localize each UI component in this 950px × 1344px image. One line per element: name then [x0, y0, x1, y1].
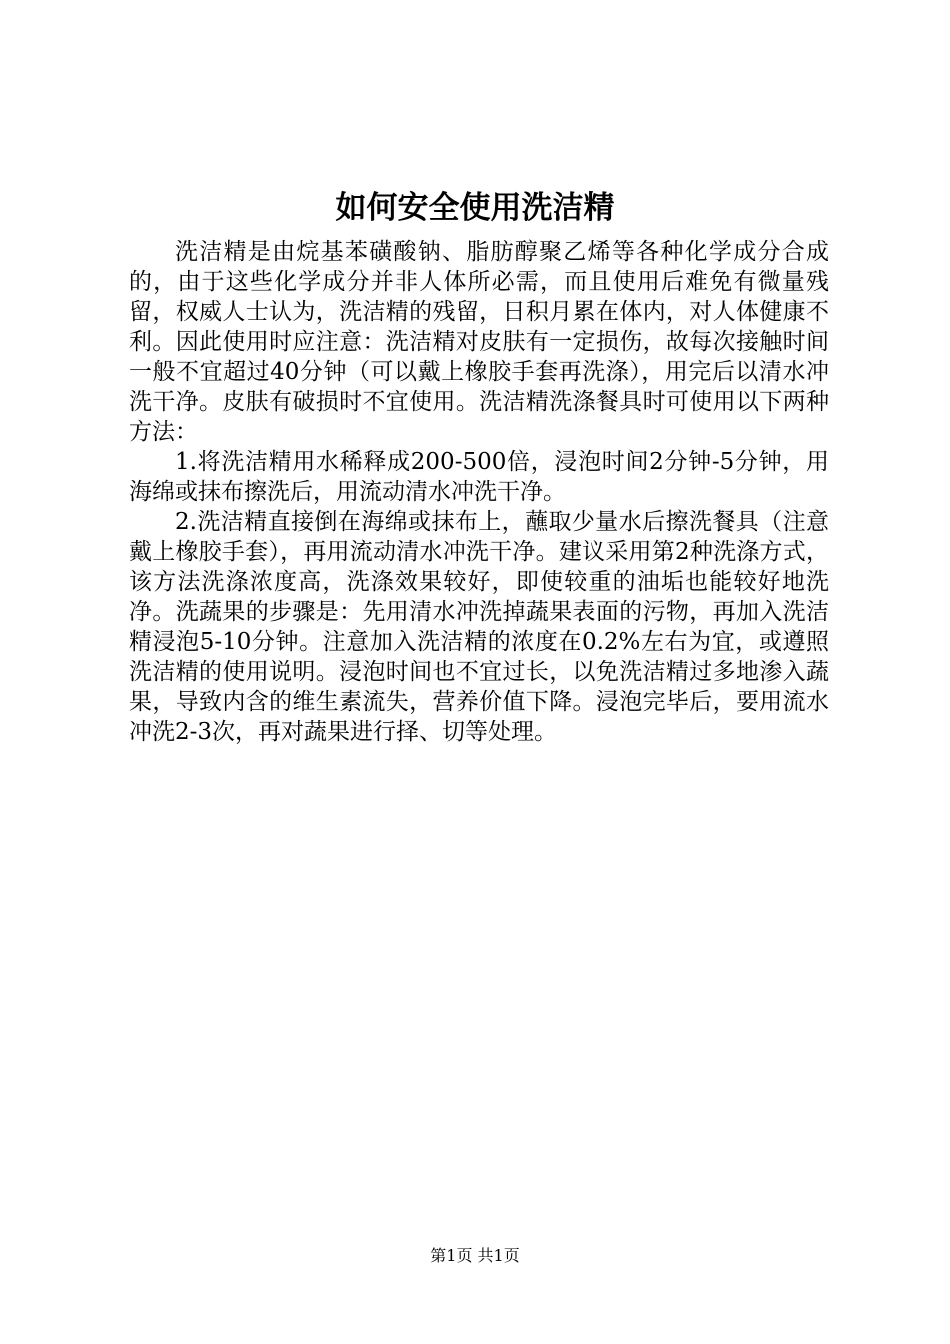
paragraph-intro: 洗洁精是由烷基苯磺酸钠、脂肪醇聚乙烯等各种化学成分合成的，由于这些化学成分并非人体所必需，而且使用后难免有微量残留，权威人士认为，洗洁精的残留，日积月累在体内，对人体健康不利。因此使用时应注意：洗洁精对皮肤有一定损伤，故每次接触时间一般不宜超过40分钟（可以戴上橡胶手套再洗涤），用完后以清水冲洗干净。皮肤有破损时不宜使用。洗洁精洗涤餐具时可使用以下两种方法： [129, 239, 829, 445]
document-body [129, 237, 829, 747]
document-title: 如何安全使用洗洁精 [335, 190, 615, 226]
paragraph-method-1: 1.将洗洁精用水稀释成200-500倍，浸泡时间2分钟-5分钟，用海绵或抹布擦洗后，用流动清水冲洗干净。 [129, 449, 829, 505]
page-footer: 第1页 共1页 [430, 1246, 520, 1265]
paragraph-method-2: 2.洗洁精直接倒在海绵或抹布上，蘸取少量水后擦洗餐具（注意戴上橡胶手套），再用流动清水冲洗干净。建议采用第2种洗涤方式，该方法洗涤浓度高，洗涤效果较好，即使较重的油垢也能较好地洗净。洗蔬果的步骤是：先用清水冲洗掉蔬果表面的污物，再加入洗洁精浸泡5-10分钟。注意加入洗洁精的浓度在0.2%左右为宜，或遵照洗洁精的使用说明。浸泡时间也不宜过长，以免洗洁精过多地渗入蔬果，导致内含的维生素流失，营养价值下降。浸泡完毕后，要用流水冲洗2-3次，再对蔬果进行择、切等处理。 [129, 509, 829, 745]
